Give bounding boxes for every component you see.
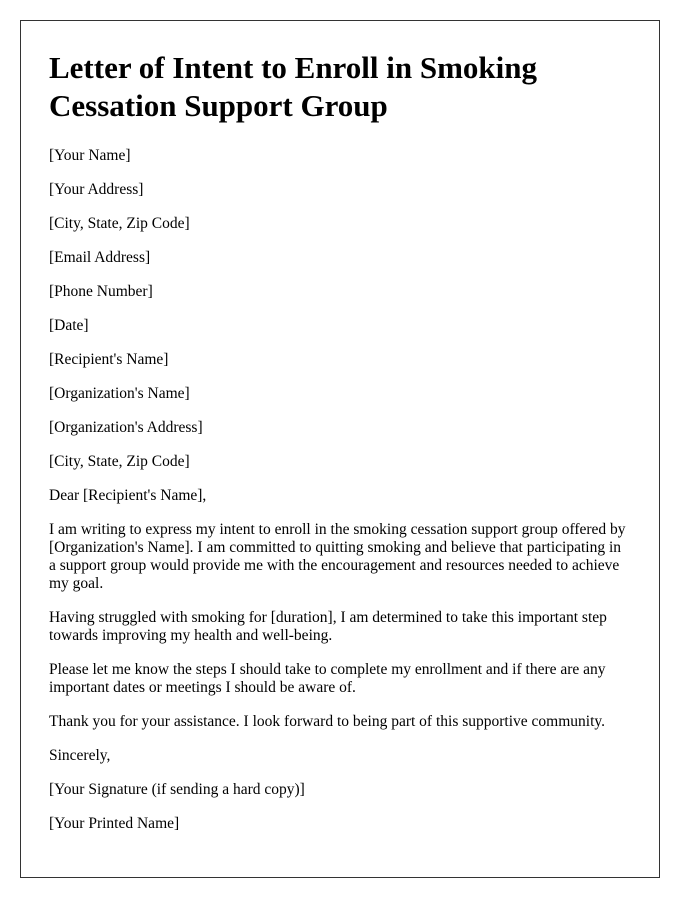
printed-name: [Your Printed Name] (49, 815, 180, 832)
body-paragraph-thanks: Thank you for your assistance. I look forward to being part of this supportive community. (49, 713, 606, 730)
recipient-organization: [Organization's Name] (49, 385, 190, 402)
body-paragraph-intent: I am writing to express my intent to enroll in the smoking cessation support group offered by [Organization's Name]. I am committed to quitting smoking and believe that participating in a support group would provide me with the encouragement and resources needed to achieve my goal. (49, 521, 626, 592)
signature-line: [Your Signature (if sending a hard copy)] (49, 781, 305, 798)
letter-date: [Date] (49, 317, 89, 334)
letter-page (20, 20, 660, 878)
recipient-address: [Organization's Address] (49, 419, 203, 436)
salutation: Dear [Recipient's Name], (49, 487, 207, 504)
sender-phone: [Phone Number] (49, 283, 153, 300)
body-paragraph-motivation: Having struggled with smoking for [duration], I am determined to take this important step towards improving my health and well-being. (49, 609, 607, 644)
letter-title: Letter of Intent to Enroll in Smoking Cessation Support Group (49, 50, 537, 123)
body-paragraph-request: Please let me know the steps I should take to complete my enrollment and if there are any important dates or meetings I should be aware of. (49, 661, 606, 696)
sender-city-state-zip: [City, State, Zip Code] (49, 215, 190, 232)
recipient-city-state-zip: [City, State, Zip Code] (49, 453, 190, 470)
sender-address: [Your Address] (49, 181, 144, 198)
recipient-name: [Recipient's Name] (49, 351, 169, 368)
sender-name: [Your Name] (49, 147, 131, 164)
sender-email: [Email Address] (49, 249, 151, 266)
closing: Sincerely, (49, 747, 111, 764)
